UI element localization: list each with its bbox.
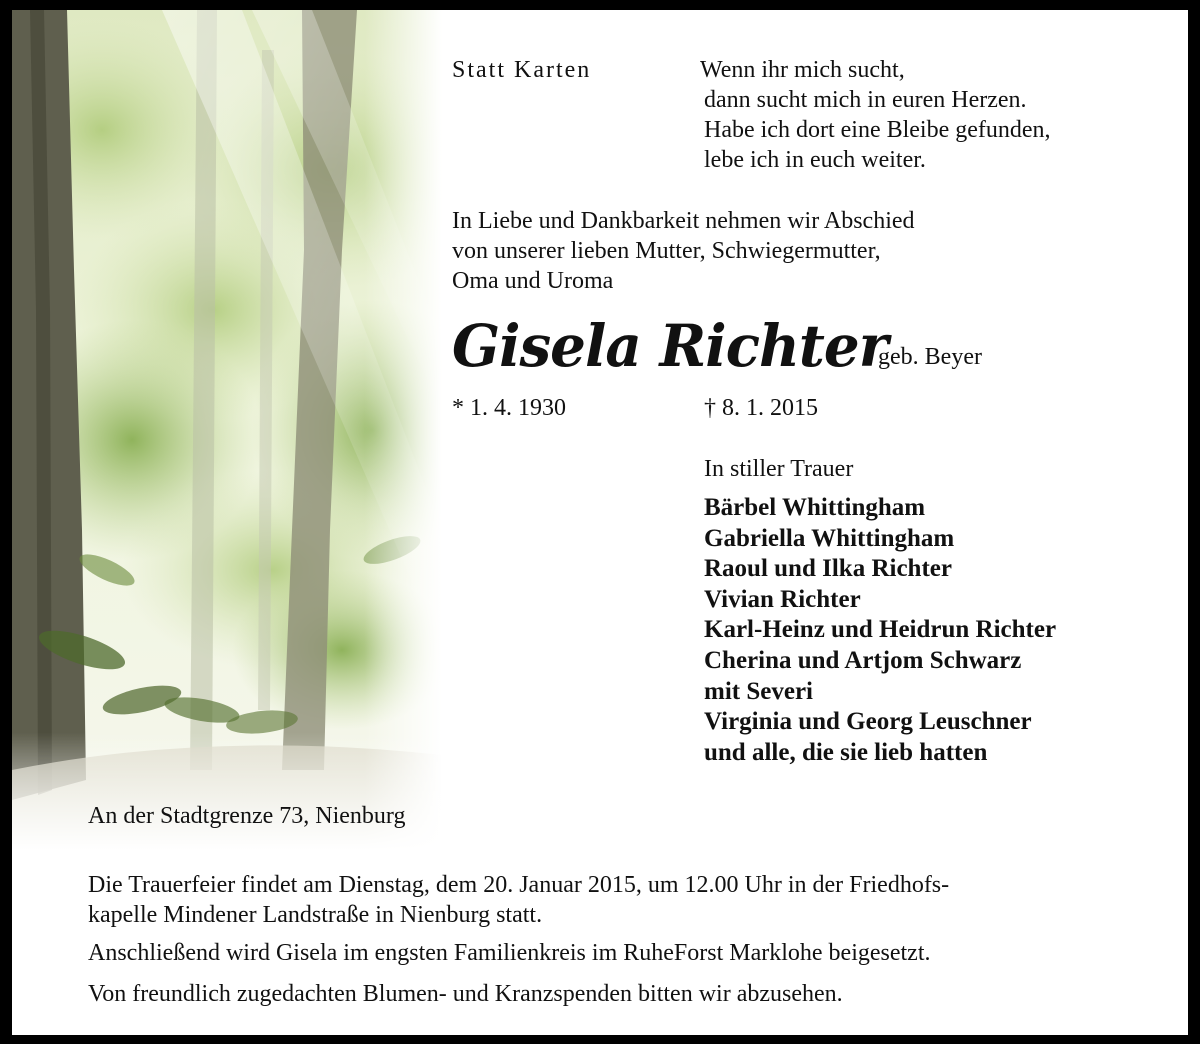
ceremony-line: kapelle Mindener Landstraße in Nienburg statt.: [88, 902, 543, 928]
mourner-name: Raoul und Ilka Richter: [704, 555, 952, 582]
ceremony-line: Die Trauerfeier findet am Dienstag, dem 20. Januar 2015, um 12.00 Uhr in der Friedhofs-: [88, 872, 950, 898]
forest-photo: [12, 10, 442, 850]
mourner-name: Virginia und Georg Leuschner: [704, 708, 1032, 735]
birth-date: * 1. 4. 1930: [452, 395, 566, 421]
mourner-name: Bärbel Whittingham: [704, 494, 926, 521]
intro-line: von unserer lieben Mutter, Schwiegermutter,: [452, 238, 881, 264]
mourner-name: Vivian Richter: [704, 586, 861, 613]
death-date: † 8. 1. 2015: [704, 395, 818, 421]
intro-line: In Liebe und Dankbarkeit nehmen wir Abschied: [452, 208, 915, 234]
mourner-name: Cherina und Artjom Schwarz: [704, 647, 1022, 674]
mourner-name: Gabriella Whittingham: [704, 525, 955, 552]
burial-info: Anschließend wird Gisela im engsten Familienkreis im RuheForst Marklohe beigesetzt.: [88, 940, 931, 966]
address: An der Stadtgrenze 73, Nienburg: [88, 803, 406, 829]
poem-line: Habe ich dort eine Bleibe gefunden,: [704, 117, 1051, 143]
poem-line: Wenn ihr mich sucht,: [700, 57, 905, 83]
maiden-name: geb. Beyer: [878, 344, 982, 370]
notice-body: [12, 10, 1188, 1035]
poem-line: dann sucht mich in euren Herzen.: [704, 87, 1027, 113]
statt-karten-label: Statt Karten: [452, 57, 592, 83]
mourner-name: und alle, die sie lieb hatten: [704, 739, 988, 766]
flowers-note: Von freundlich zugedachten Blumen- und Kranzspenden bitten wir abzusehen.: [88, 981, 843, 1007]
mourner-name: mit Severi: [704, 678, 813, 705]
intro-line: Oma und Uroma: [452, 268, 614, 294]
deceased-name: Gisela Richter: [452, 312, 888, 380]
poem-line: lebe ich in euch weiter.: [704, 147, 926, 173]
mourner-name: Karl-Heinz und Heidrun Richter: [704, 616, 1057, 643]
mourners-heading: In stiller Trauer: [704, 456, 854, 482]
